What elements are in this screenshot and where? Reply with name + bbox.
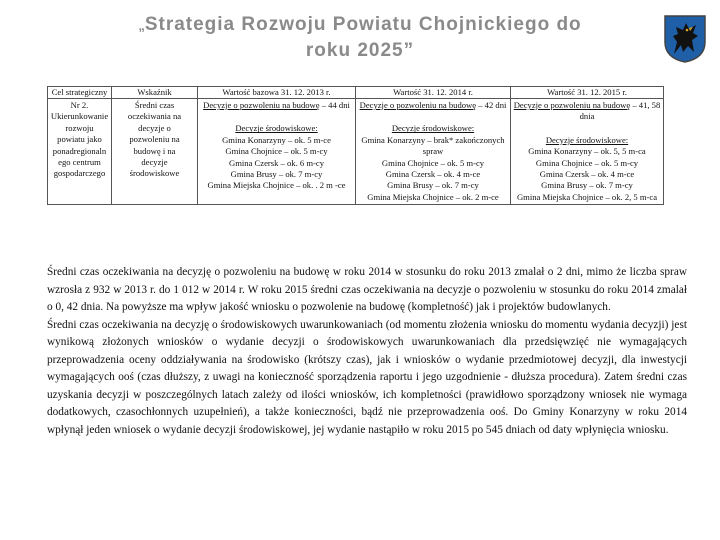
goal-line: gospodarczego	[53, 168, 106, 179]
goal-line: Nr 2.	[70, 100, 89, 110]
env-line: Gmina Konarzyny – ok. 5, 5 m-ca	[528, 146, 646, 157]
env-line: Gmina Chojnice – ok. 5 m-cy	[381, 157, 485, 168]
indicator-line: decyzje o	[138, 122, 171, 133]
griffin-crest-icon	[663, 14, 707, 64]
permit-label: Decyzje o pozwoleniu na budowę	[203, 100, 320, 110]
permit-label: Decyzje o pozwoleniu na budowę	[513, 100, 631, 110]
indicator-line: Średni czas	[134, 100, 175, 110]
header-value-2015: Wartość 31. 12. 2015 r.	[511, 87, 664, 99]
table-row	[48, 99, 664, 205]
permit-line	[358, 100, 508, 111]
header-value-2013: Wartość bazowa 31. 12. 2013 r.	[198, 87, 356, 99]
title-quote-mark: „	[138, 18, 145, 33]
goal-line: ego centrum	[58, 157, 101, 168]
title-text: Strategia Rozwoju Powiatu Chojnickiego do roku 2025”	[144, 14, 582, 61]
crest-griffin-eye	[686, 29, 689, 32]
indicator-line: pozwoleniu na	[129, 134, 180, 145]
value-2014-cell	[356, 99, 511, 205]
env-line: Gmina Chojnice – ok. 5 m-cy	[535, 157, 639, 168]
env-line: Gmina Miejska Chojnice – ok. . 2 m -ce	[207, 180, 346, 191]
goal-line: ponadregionaln	[52, 145, 107, 156]
env-line: Gmina Brusy – ok. 7 m-cy	[230, 169, 323, 180]
indicator-line: budowę i na	[133, 145, 176, 156]
env-line: Gmina Miejska Chojnice – ok. 2 m-ce	[367, 191, 499, 202]
header-value-2014: Wartość 31. 12. 2014 r.	[356, 87, 511, 99]
goal-line: powiatu jako	[57, 134, 102, 145]
env-line: Gmina Konarzyny – ok. 5 m-ce	[222, 134, 331, 145]
indicator-table	[47, 86, 664, 205]
value-2013-cell	[198, 99, 356, 205]
header-goal: Cel strategiczny	[48, 87, 112, 99]
env-line: Gmina Brusy – ok. 7 m-cy	[387, 180, 479, 191]
env-label: Decyzje środowiskowe:	[235, 123, 318, 134]
indicator-line: środowiskowe	[129, 168, 180, 179]
goal-line: Ukierunkowanie	[50, 111, 109, 122]
paragraph: Średni czas oczekiwania na decyzję o pozwoleniu na budowę w roku 2014 w stosunku do roku 2013 zmalał o 2 dni, mimo że liczba spraw wzrosła z 932 w 2013 r. do 1 012 w 2014 r. W roku 2015 średni czas oczekiwania na decyzje o pozwoleniu w stosunku do roku 2014 zmalał o 0, 42 dnia. Na powyższe ma wpływ jakość wniosku o pozwolenie na budowę (kompletność) jak i projektów budowlanych.	[47, 266, 687, 313]
permit-value: – 44 dni	[321, 100, 350, 110]
permit-label: Decyzje o pozwoleniu na budowę	[359, 100, 477, 110]
paragraph: Średni czas oczekiwania na decyzję o środowiskowych uwarunkowaniach (od momentu złożenia wniosku do momentu wydania decyzji) jest wynikową złożonych wniosków o wydanie decyzji o środowiskowych uwarunkowaniach dla przedsięwzięć nie wymagających przeprowadzenia oceny oddziaływania na środowisko (krótszy czas), jak i wniosków o wydanie przedmiotowej decyzji, dla inwestycji wymagających ooś (czas dłuższy, z uwagi na konieczność sporządzenia raportu i jego uzgodnienie - dłuższa procedura). Zatem średni czas uzyskania decyzji w poszczególnych latach zależy od ilości wniosków, ich kompletności (prawidłowo sporządzony wniosek nie wymaga dodatkowych, czasochłonnych uzupełnień), a także konieczności, bądź nie przeprowadzenia ooś. Do Gminy Konarzyny w roku 2014 wpłynął jeden wniosek o wydanie decyzji środowiskowej, jej wydanie nastąpiło w roku 2015 po 545 dniach od daty wpłynięcia wniosku.	[47, 318, 687, 436]
body-text	[47, 264, 687, 439]
env-line: Gmina Czersk – ok. 4 m-ce	[539, 169, 635, 180]
env-label: Decyzje środowiskowe:	[391, 123, 475, 134]
permit-line	[513, 100, 661, 123]
permit-value: – 41, 58 dnia	[579, 100, 661, 122]
env-line: Gmina Czersk – ok. 4 m-ce	[385, 169, 481, 180]
goal-line: rozwoju	[65, 122, 94, 133]
env-line: Gmina Brusy – ok. 7 m-cy	[541, 180, 633, 191]
env-line: Gmina Chojnice – ok. 5 m-cy	[225, 146, 328, 157]
indicator-line: decyzje	[141, 157, 168, 168]
permit-line	[200, 100, 353, 111]
page-title	[130, 12, 590, 61]
indicator-cell	[112, 99, 198, 205]
env-line: Gmina Konarzyny – brak* zakończonych spraw	[361, 134, 505, 157]
header-indicator: Wskaźnik	[112, 87, 198, 99]
env-label: Decyzje środowiskowe:	[545, 134, 629, 145]
permit-value: – 42 dni	[478, 100, 507, 110]
value-2015-cell	[511, 99, 664, 205]
env-line: Gmina Miejska Chojnice – ok. 2, 5 m-ca	[516, 191, 658, 202]
env-line: Gmina Czersk – ok. 6 m-cy	[229, 157, 324, 168]
table-header-row	[48, 87, 664, 99]
goal-cell	[48, 99, 112, 205]
indicator-line: oczekiwania na	[127, 111, 182, 122]
